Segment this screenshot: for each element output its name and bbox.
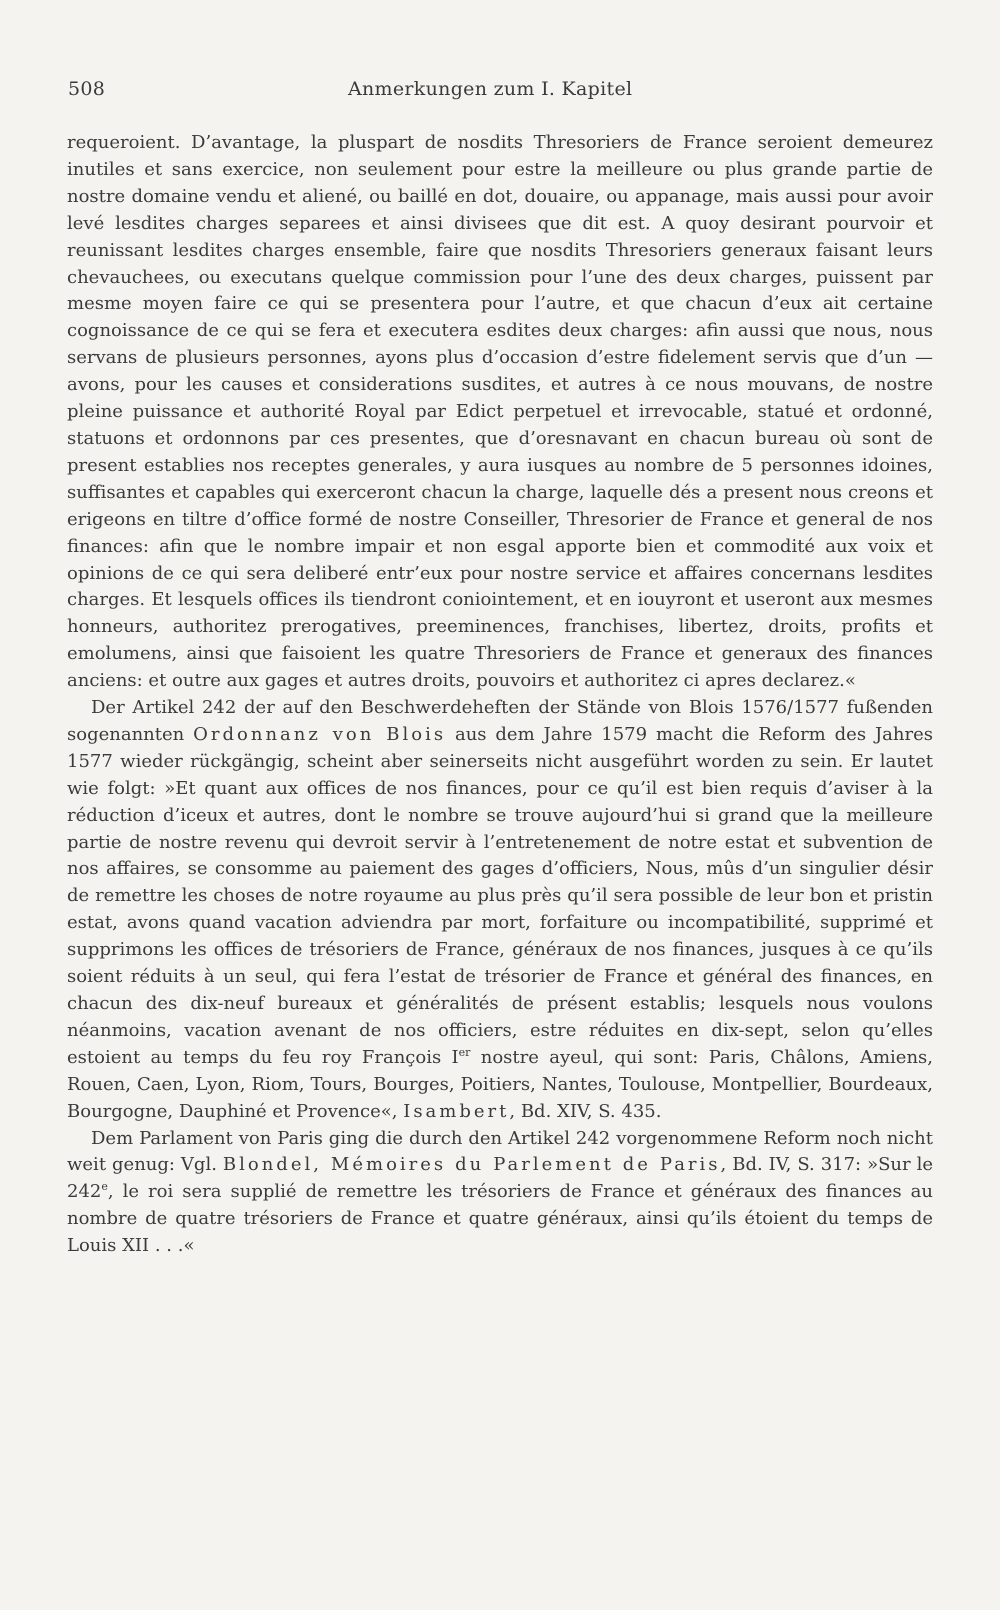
text-run: , Bd. IV, S. 317: »Sur le 242: [67, 1154, 933, 1203]
paragraph-quote-continuation: requeroient. D’avantage, la pluspart de nosdits Thresoriers de France seroient demeurez inutiles et sans exercice, non seulement pour estre la meilleure ou plus grande partie de nostre domaine vendu et aliené, ou baillé en dot, douaire, ou appanage, mais aussi pour avoir levé lesdites charges separees et ainsi divisees que dit est. A quoy desirant pourvoir et reunissant lesdites charges ensemble, faire que nosdits Thresoriers generaux faisant leurs chevauchees, ou executans quelque commission pour l’une des deux charges, puissent par mesme moyen faire ce qui se presentera pour l’autre, et que chacun d’eux ait certaine cognoissance de ce qui se fera et executera esdites deux charges: afin aussi que nous, nous servans de plusieurs personnes, ayons plus d’occasion d’estre fidelement servis que d’un — avons, pour les causes et considerations susdites, et autres à ce nous mouvans, de nostre pleine puissance et authorité Royal par Edict perpetuel et irrevocable, statué et ordonné, statuons et ordonnons par ces presentes, que d’oresnavant en chacun bureau où sont de present establies nos receptes generales, y aura iusques au nombre de 5 personnes idoines, suffisantes et capables qui exerceront chacun la charge, laquelle dés a present nous creons et erigeons en tiltre d’office formé de nostre Conseiller, Thresorier de France et general de nos finances: afin que le nombre impair et non esgal apporte bien et commodité aux voix et opinions de ce qui sera deliberé entr’eux pour nostre service et affaires concernans lesdites charges. Et lesquels offices ils tiendront coniointement, et en iouyront et useront aux mesmes honneurs, authoritez prerogatives, preeminences, franchises, libertez, droits, profits et emolumens, ainsi que faisoient les quatre Thresoriers de France et generaux des finances anciens: et outre aux gages et autres droits, pouvoirs et authoritez ci apres declarez.«: [67, 132, 933, 692]
text-run: nostre ayeul, qui sont: Paris, Châlons, Amiens, Rouen, Caen, Lyon, Riom, Tours, Bourges, Poitiers, Nantes, Toulouse, Montpellier, Bourdeaux, Bourgogne, Dauphiné et Provence«,: [67, 1046, 933, 1122]
text-run: aus dem Jahre 1579 macht die Reform des Jahres 1577 wieder rückgängig, scheint aber seinerseits nicht ausgeführt worden zu sein. Er lautet wie folgt: »Et quant aux offices de nos finances, pour ce qu’il est bien requis d’aviser à la réduction d’iceux et autres, dont le nombre se trouve aujourd’hui si grand que la meilleure partie de nostre revenu qui devroit servir à l’entretenement de notre estat et subvention de nos affaires, se consomme au paiement des gages d’officiers, Nous, mûs d’un singulier désir de remettre les choses de notre royaume au plus près qu’il sera possible de leur bon et pristin estat, avons quand vacation adviendra par mort, forfaiture ou incompatibilité, supprimé et supprimons les offices de trésoriers de France, généraux de nos finances, jusques à ce qu’ils soient réduits à un seul, qui fera l’estat de trésorier de France et général des finances, en chacun des dix-neuf bureaux et généralités de présent establis; lesquels nous voulons néanmoins, vacation avenant de nos officiers, estre réduites en dix-sept, selon qu’elles estoient au temps du feu roy François I: [67, 723, 933, 1068]
text-run: , Bd. XIV, S. 435.: [509, 1100, 662, 1122]
page-number: 508: [68, 78, 106, 100]
text-run: Der Artikel 242 der auf den Beschwerdeheften der Stände von Blois 1576/1577 fußenden sogenannten: [67, 697, 933, 745]
spaced-citation: Blondel, Mémoires du Parlement de Paris: [222, 1154, 721, 1176]
body-text: [67, 130, 933, 1260]
text-run: , le roi sera supplié de remettre les trésoriers de France et généraux des finances au nombre de quatre trésoriers de France et quatre généraux, ainsi qu’ils étoient du temps de Louis XII . . .«: [67, 1181, 933, 1257]
paragraph-ordonnanz-blois: [67, 695, 933, 1126]
spaced-term: Ordonnanz von Blois: [193, 723, 447, 745]
superscript: e: [101, 1180, 108, 1194]
paragraph-parlament-paris: [67, 1126, 933, 1261]
page-header: [68, 70, 930, 104]
spaced-author: Isambert: [403, 1100, 510, 1122]
superscript: er: [458, 1045, 471, 1059]
running-head: Anmerkungen zum I. Kapitel: [348, 78, 633, 100]
text-run: Dem Parlament von Paris ging die durch den Artikel 242 vorgenommene Reform noch nicht weit genug: Vgl.: [67, 1127, 933, 1176]
